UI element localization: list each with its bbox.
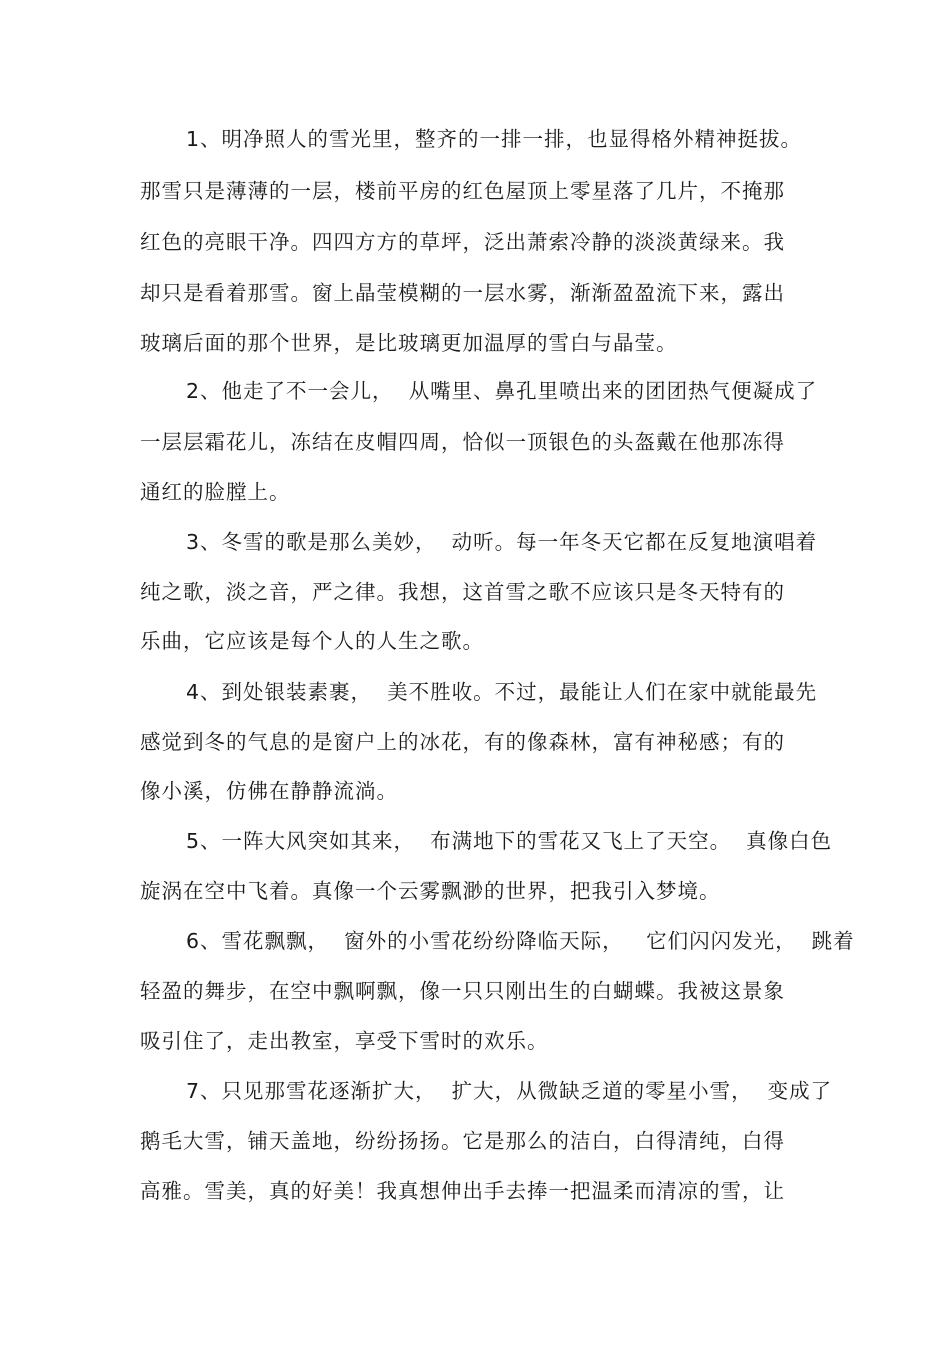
text-line: 2、他走了不一会儿， 从嘴里、鼻孔里喷出来的团团热气便凝成了 xyxy=(186,379,818,403)
text-line: 一层层霜花儿，冻结在皮帽四周，恰似一顶银色的头盔戴在他那冻得 xyxy=(140,430,785,454)
text-line: 纯之歌，淡之音，严之律。我想，这首雪之歌不应该只是冬天特有的 xyxy=(140,580,785,604)
text-line: 通红的脸膛上。 xyxy=(140,480,291,504)
text-line: 5、一阵大风突如其来， 布满地下的雪花又飞上了天空。 真像白色 xyxy=(186,829,833,853)
text-line: 那雪只是薄薄的一层，楼前平房的红色屋顶上零星落了几片，不掩那 xyxy=(140,179,785,203)
text-line: 红色的亮眼干净。四四方方的草坪，泛出萧索冷静的淡淡黄绿来。我 xyxy=(140,230,785,254)
text-line: 玻璃后面的那个世界，是比玻璃更加温厚的雪白与晶莹。 xyxy=(140,331,678,355)
text-line: 1、明净照人的雪光里，整齐的一排一排，也显得格外精神挺拔。 xyxy=(186,127,803,151)
text-line: 高雅。雪美，真的好美！我真想伸出手去捧一把温柔而清凉的雪，让 xyxy=(140,1179,785,1203)
text-line: 吸引住了，走出教室，享受下雪时的欢乐。 xyxy=(140,1029,549,1053)
text-line: 7、只见那雪花逐渐扩大， 扩大，从微缺乏道的零星小雪， 变成了 xyxy=(186,1079,833,1103)
text-line: 3、冬雪的歌是那么美妙， 动听。每一年冬天它都在反复地演唱着 xyxy=(186,530,818,554)
text-line: 却只是看着那雪。窗上晶莹模糊的一层水雾，渐渐盈盈流下来，露出 xyxy=(140,281,785,305)
text-line: 像小溪，仿佛在静静流淌。 xyxy=(140,779,398,803)
text-line: 乐曲，它应该是每个人的人生之歌。 xyxy=(140,629,484,653)
text-line: 鹅毛大雪，铺天盖地，纷纷扬扬。它是那么的洁白，白得清纯，白得 xyxy=(140,1129,785,1153)
text-line: 旋涡在空中飞着。真像一个云雾飘渺的世界，把我引入梦境。 xyxy=(140,879,721,903)
text-line: 轻盈的舞步，在空中飘啊飘，像一只只刚出生的白蝴蝶。我被这景象 xyxy=(140,979,785,1003)
text-line: 4、到处银装素裹， 美不胜收。不过，最能让人们在家中就能最先 xyxy=(186,680,818,704)
text-line: 感觉到冬的气息的是窗户上的冰花，有的像森林，富有神秘感；有的 xyxy=(140,730,785,754)
text-line: 6、雪花飘飘， 窗外的小雪花纷纷降临天际， 它们闪闪发光， 跳着 xyxy=(186,929,855,953)
